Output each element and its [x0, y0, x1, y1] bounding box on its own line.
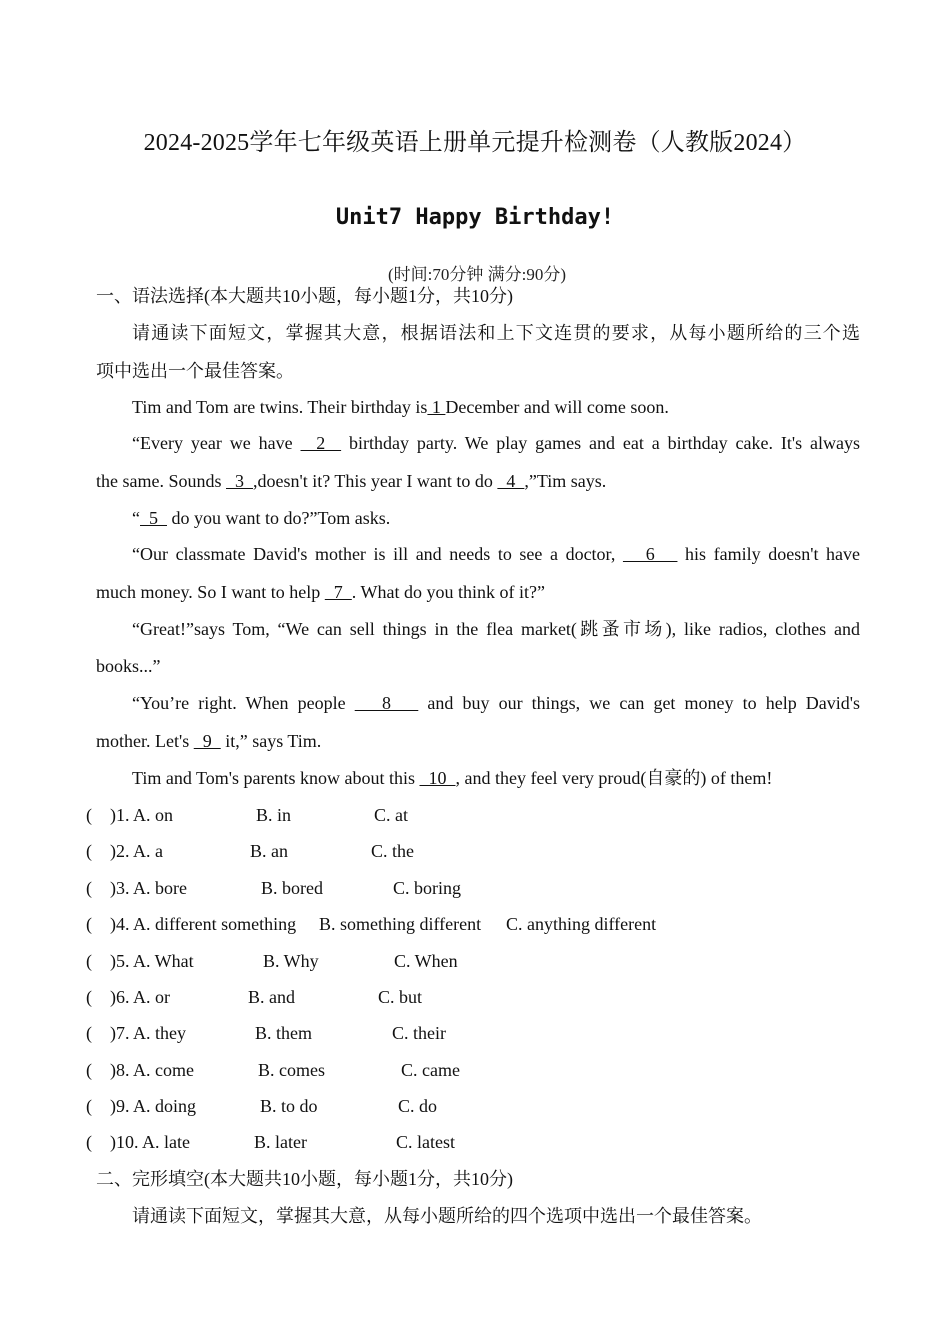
- passage-line: “Great!”says Tom, “We can sell things in the flea market(跳蚤市场), like radios, clothes and: [132, 619, 860, 639]
- passage-text: his family doesn't have: [685, 544, 861, 564]
- answer-paren: (: [86, 841, 92, 861]
- passage-text: it,” says Tim.: [225, 731, 322, 751]
- passage-line: [132, 396, 669, 418]
- passage-text: birthday party. We play games and eat a birthday cake. It's always: [349, 433, 861, 453]
- question-row: [86, 840, 786, 862]
- question-row: [86, 913, 786, 935]
- question-row: [86, 804, 786, 826]
- option-a: )6. A. or: [110, 987, 170, 1007]
- option-c: C. the: [371, 841, 414, 861]
- option-c: C. but: [378, 987, 423, 1007]
- answer-paren: (: [86, 1132, 92, 1152]
- section1-instruction-line1: 请通读下面短文，掌握其大意，根据语法和上下文连贯的要求，从每小题所给的三个选: [132, 323, 860, 343]
- answer-paren: (: [86, 987, 92, 1007]
- question-row: [86, 986, 786, 1008]
- option-a: )9. A. doing: [110, 1096, 197, 1116]
- page-title: 2024-2025学年七年级英语上册单元提升检测卷（人教版2024）: [143, 130, 807, 156]
- option-b: B. something different: [319, 914, 482, 934]
- blank-4: 4: [497, 471, 525, 491]
- blank-5: 5: [140, 508, 167, 528]
- passage-text: ,”Tim says.: [524, 471, 607, 491]
- answer-paren: (: [86, 914, 92, 934]
- blank-1: 1: [427, 397, 446, 417]
- option-c: C. When: [394, 951, 458, 971]
- question-row: [86, 1131, 786, 1153]
- answer-paren: (: [86, 1023, 92, 1043]
- question-row: [86, 950, 786, 972]
- blank-9: 9: [193, 731, 221, 751]
- question-row: [86, 1022, 786, 1044]
- option-c: C. do: [398, 1096, 438, 1116]
- blank-3: 3: [226, 471, 253, 491]
- passage-text: . What do you think of it?”: [351, 582, 545, 602]
- answer-paren: (: [86, 1096, 92, 1116]
- passage-text: , and they feel very proud(自豪的) of them!: [455, 768, 773, 788]
- option-c: C. came: [401, 1060, 460, 1080]
- answer-paren: (: [86, 805, 92, 825]
- option-a: )3. A. bore: [110, 878, 187, 898]
- option-c: C. anything different: [506, 914, 657, 934]
- option-a: )7. A. they: [110, 1023, 186, 1043]
- section1-heading: 一、语法选择(本大题共10小题，每小题1分，共10分): [96, 286, 513, 306]
- passage-text: much money. So I want to help: [96, 582, 321, 602]
- option-b: B. comes: [258, 1060, 325, 1080]
- passage-line: [96, 470, 606, 492]
- answer-paren: (: [86, 1060, 92, 1080]
- option-b: B. an: [250, 841, 288, 861]
- passage-text: mother. Let's: [96, 731, 190, 751]
- passage-text: ,doesn't it? This year I want to do: [253, 471, 493, 491]
- passage-text: “: [132, 508, 140, 528]
- option-a: )8. A. come: [110, 1060, 194, 1080]
- blank-10: 10: [419, 768, 456, 788]
- passage-text: and buy our things, we can get money to help David's: [427, 693, 861, 713]
- passage-line: books...”: [96, 656, 161, 676]
- question-row: [86, 877, 786, 899]
- option-b: B. to do: [260, 1096, 318, 1116]
- option-b: B. bored: [261, 878, 323, 898]
- option-c: C. at: [374, 805, 408, 825]
- option-a: )5. A. What: [110, 951, 194, 971]
- option-a: )4. A. different something: [110, 914, 297, 934]
- unit-subtitle: Unit7 Happy Birthday!: [335, 205, 615, 230]
- passage-text: Tim and Tom's parents know about this: [132, 768, 415, 788]
- option-a: )1. A. on: [110, 805, 173, 825]
- passage-line: [132, 543, 860, 565]
- passage-text: “Our classmate David's mother is ill and needs to see a doctor,: [132, 544, 616, 564]
- option-b: B. and: [248, 987, 295, 1007]
- answer-paren: (: [86, 878, 92, 898]
- option-c: C. boring: [393, 878, 462, 898]
- passage-text: “Every year we have: [132, 433, 293, 453]
- passage-line: [132, 507, 390, 529]
- option-b: B. in: [256, 805, 292, 825]
- blank-8: 8: [354, 693, 419, 713]
- passage-text: Tim and Tom are twins. Their birthday is: [132, 397, 428, 417]
- option-a: )10. A. late: [110, 1132, 190, 1152]
- option-a: )2. A. a: [110, 841, 163, 861]
- blank-6: 6: [622, 544, 678, 564]
- passage-line: [132, 692, 860, 714]
- question-row: [86, 1059, 786, 1081]
- option-b: B. them: [255, 1023, 312, 1043]
- passage-line: [132, 432, 860, 454]
- section2-heading: 二、完形填空(本大题共10小题，每小题1分，共10分): [96, 1169, 513, 1189]
- section1-instruction-line2: 项中选出一个最佳答案。: [96, 361, 294, 381]
- passage-line: [96, 730, 321, 752]
- passage-text: “You’re right. When people: [132, 693, 346, 713]
- option-c: C. their: [392, 1023, 446, 1043]
- option-b: B. later: [254, 1132, 307, 1152]
- passage-line: [132, 767, 772, 789]
- passage-text: do you want to do?”Tom asks.: [171, 508, 391, 528]
- section2-instruction: 请通读下面短文，掌握其大意，从每小题所给的四个选项中选出一个最佳答案。: [132, 1206, 762, 1226]
- blank-2: 2: [300, 433, 342, 453]
- passage-text: December and will come soon.: [445, 397, 669, 417]
- option-b: B. Why: [263, 951, 319, 971]
- passage-text: the same. Sounds: [96, 471, 222, 491]
- exam-info: (时间:70分钟 满分:90分): [387, 265, 567, 284]
- passage-line: [96, 581, 545, 603]
- blank-7: 7: [324, 582, 352, 602]
- question-row: [86, 1095, 786, 1117]
- answer-paren: (: [86, 951, 92, 971]
- option-c: C. latest: [396, 1132, 455, 1152]
